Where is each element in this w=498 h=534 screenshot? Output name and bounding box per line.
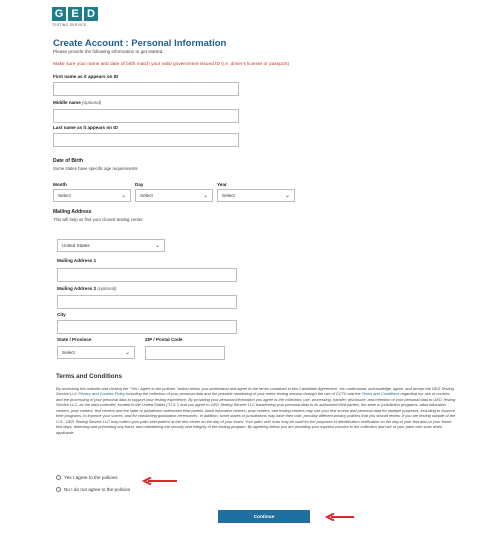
logo-letter-e: E: [68, 7, 82, 21]
logo-letter-d: D: [84, 7, 98, 21]
zip-input[interactable]: [145, 346, 225, 360]
chevron-down-icon: ⌄: [120, 193, 126, 199]
disagree-label: No I do not agree to the policies: [64, 487, 131, 492]
address1-label: Mailing Address 1: [57, 258, 97, 263]
last-name-input[interactable]: [53, 133, 239, 147]
address2-label: Mailing Address 2 (optional): [57, 286, 117, 291]
city-label: City: [57, 312, 66, 317]
mailing-hint: This will help us find your closest testing center.: [53, 217, 144, 222]
annotation-arrow-icon: [325, 513, 355, 521]
chevron-down-icon: ⌄: [284, 193, 290, 199]
middle-name-input[interactable]: [53, 109, 239, 123]
dob-hint: Some states have specific age requirements: [53, 166, 138, 171]
first-name-label: First name as it appears on ID: [53, 74, 119, 79]
year-label: Year: [217, 182, 227, 187]
year-select[interactable]: Select ⌄: [217, 189, 295, 202]
page-title: Create Account : Personal Information: [53, 38, 227, 49]
terms-link[interactable]: Terms and Conditions: [361, 391, 400, 397]
annotation-arrow-icon: [142, 477, 178, 485]
city-input[interactable]: [57, 320, 237, 334]
agree-radio-option[interactable]: [56, 475, 118, 480]
month-label: Month: [53, 182, 67, 187]
month-select[interactable]: Select ⌄: [53, 189, 131, 202]
first-name-input[interactable]: [53, 82, 239, 96]
id-warning: Make sure your name and date of birth match your valid government-issued ID (i.e. driver's license or passport): [53, 62, 290, 67]
logo-tagline: TESTING SERVICE: [52, 23, 87, 27]
state-label: State / Province: [57, 337, 92, 342]
radio-button[interactable]: [56, 475, 61, 480]
terms-text: By accessing this website and clicking the "Yes I agree to the policies" button below, you understand and agree to the terms contained in this Candidate Agreement. You understand, acknowledge, agree, and accept the GED Testing Service LLC Privacy and Cookies Policy including the collection of your personal data and the possible monitoring of your entire testing session through the use of CCTV and the Terms and Conditions regarding our use of cookies and the processing of your personal data to support your testing experience. By providing your personal information you agree to the collection, use, processing, transfer, disclosure, and retention of your personal data to GED Testing Service LLC, as the data controller, located in the United States ("U.S.") and you agree to GED Testing Service LLC transferring your personal data to its authorized third parties, the state or jurisdiction programs, adult education centers, prep centers, test centers and the state or jurisdiction authorized third parties. Adult education centers, prep centers, and testing centers may use your test scores and personal data for multiple purposes, including to improve their programs, to improve your scores, and for conducting graduation ceremonies. In addition, some states or jurisdictions may have their own, possibly different privacy policies that you should review. If you are testing outside of the U.S., GED Testing Service LLC may collect your palm vein pattern at the test center on the day of your exam. Your palm vein scan may be used for the purposes of identification verification on the day of your test and on your future test days, detecting and preventing any fraud, and maintaining the security and integrity of the testing program. By agreeing below you are providing your express consent to the collection and use of your palm vein scan when applicable.: [56, 386, 456, 435]
privacy-policy-link[interactable]: Privacy and Cookies Policy: [78, 391, 126, 397]
optional-tag: (optional): [97, 286, 117, 291]
ged-logo: [52, 7, 98, 33]
day-label: Day: [135, 182, 144, 187]
day-select[interactable]: Select ⌄: [135, 189, 213, 202]
page-subtitle: Please provide the following information to get started.: [53, 49, 164, 54]
logo-letter-g: G: [52, 7, 66, 21]
address2-input[interactable]: [57, 295, 237, 309]
chevron-down-icon: ⌄: [154, 243, 160, 249]
radio-button[interactable]: [56, 487, 61, 492]
middle-name-label: Middle name (optional): [53, 100, 102, 105]
address1-input[interactable]: [57, 268, 237, 282]
zip-label: ZIP / Postal Code: [145, 337, 183, 342]
agree-label: Yes I agree to the policies: [64, 475, 118, 480]
state-select[interactable]: Select ⌄: [57, 346, 135, 359]
dob-title: Date of Birth: [53, 158, 83, 164]
terms-title: Terms and Conditions: [56, 373, 123, 380]
optional-tag: (optional): [82, 100, 102, 105]
chevron-down-icon: ⌄: [202, 193, 208, 199]
mailing-title: Mailing Address: [53, 209, 92, 215]
continue-button[interactable]: Continue: [218, 510, 310, 523]
disagree-radio-option[interactable]: [56, 487, 130, 492]
chevron-down-icon: ⌄: [124, 350, 130, 356]
last-name-label: Last name as it appears on ID: [53, 125, 118, 130]
country-select[interactable]: United States ⌄: [57, 239, 165, 252]
